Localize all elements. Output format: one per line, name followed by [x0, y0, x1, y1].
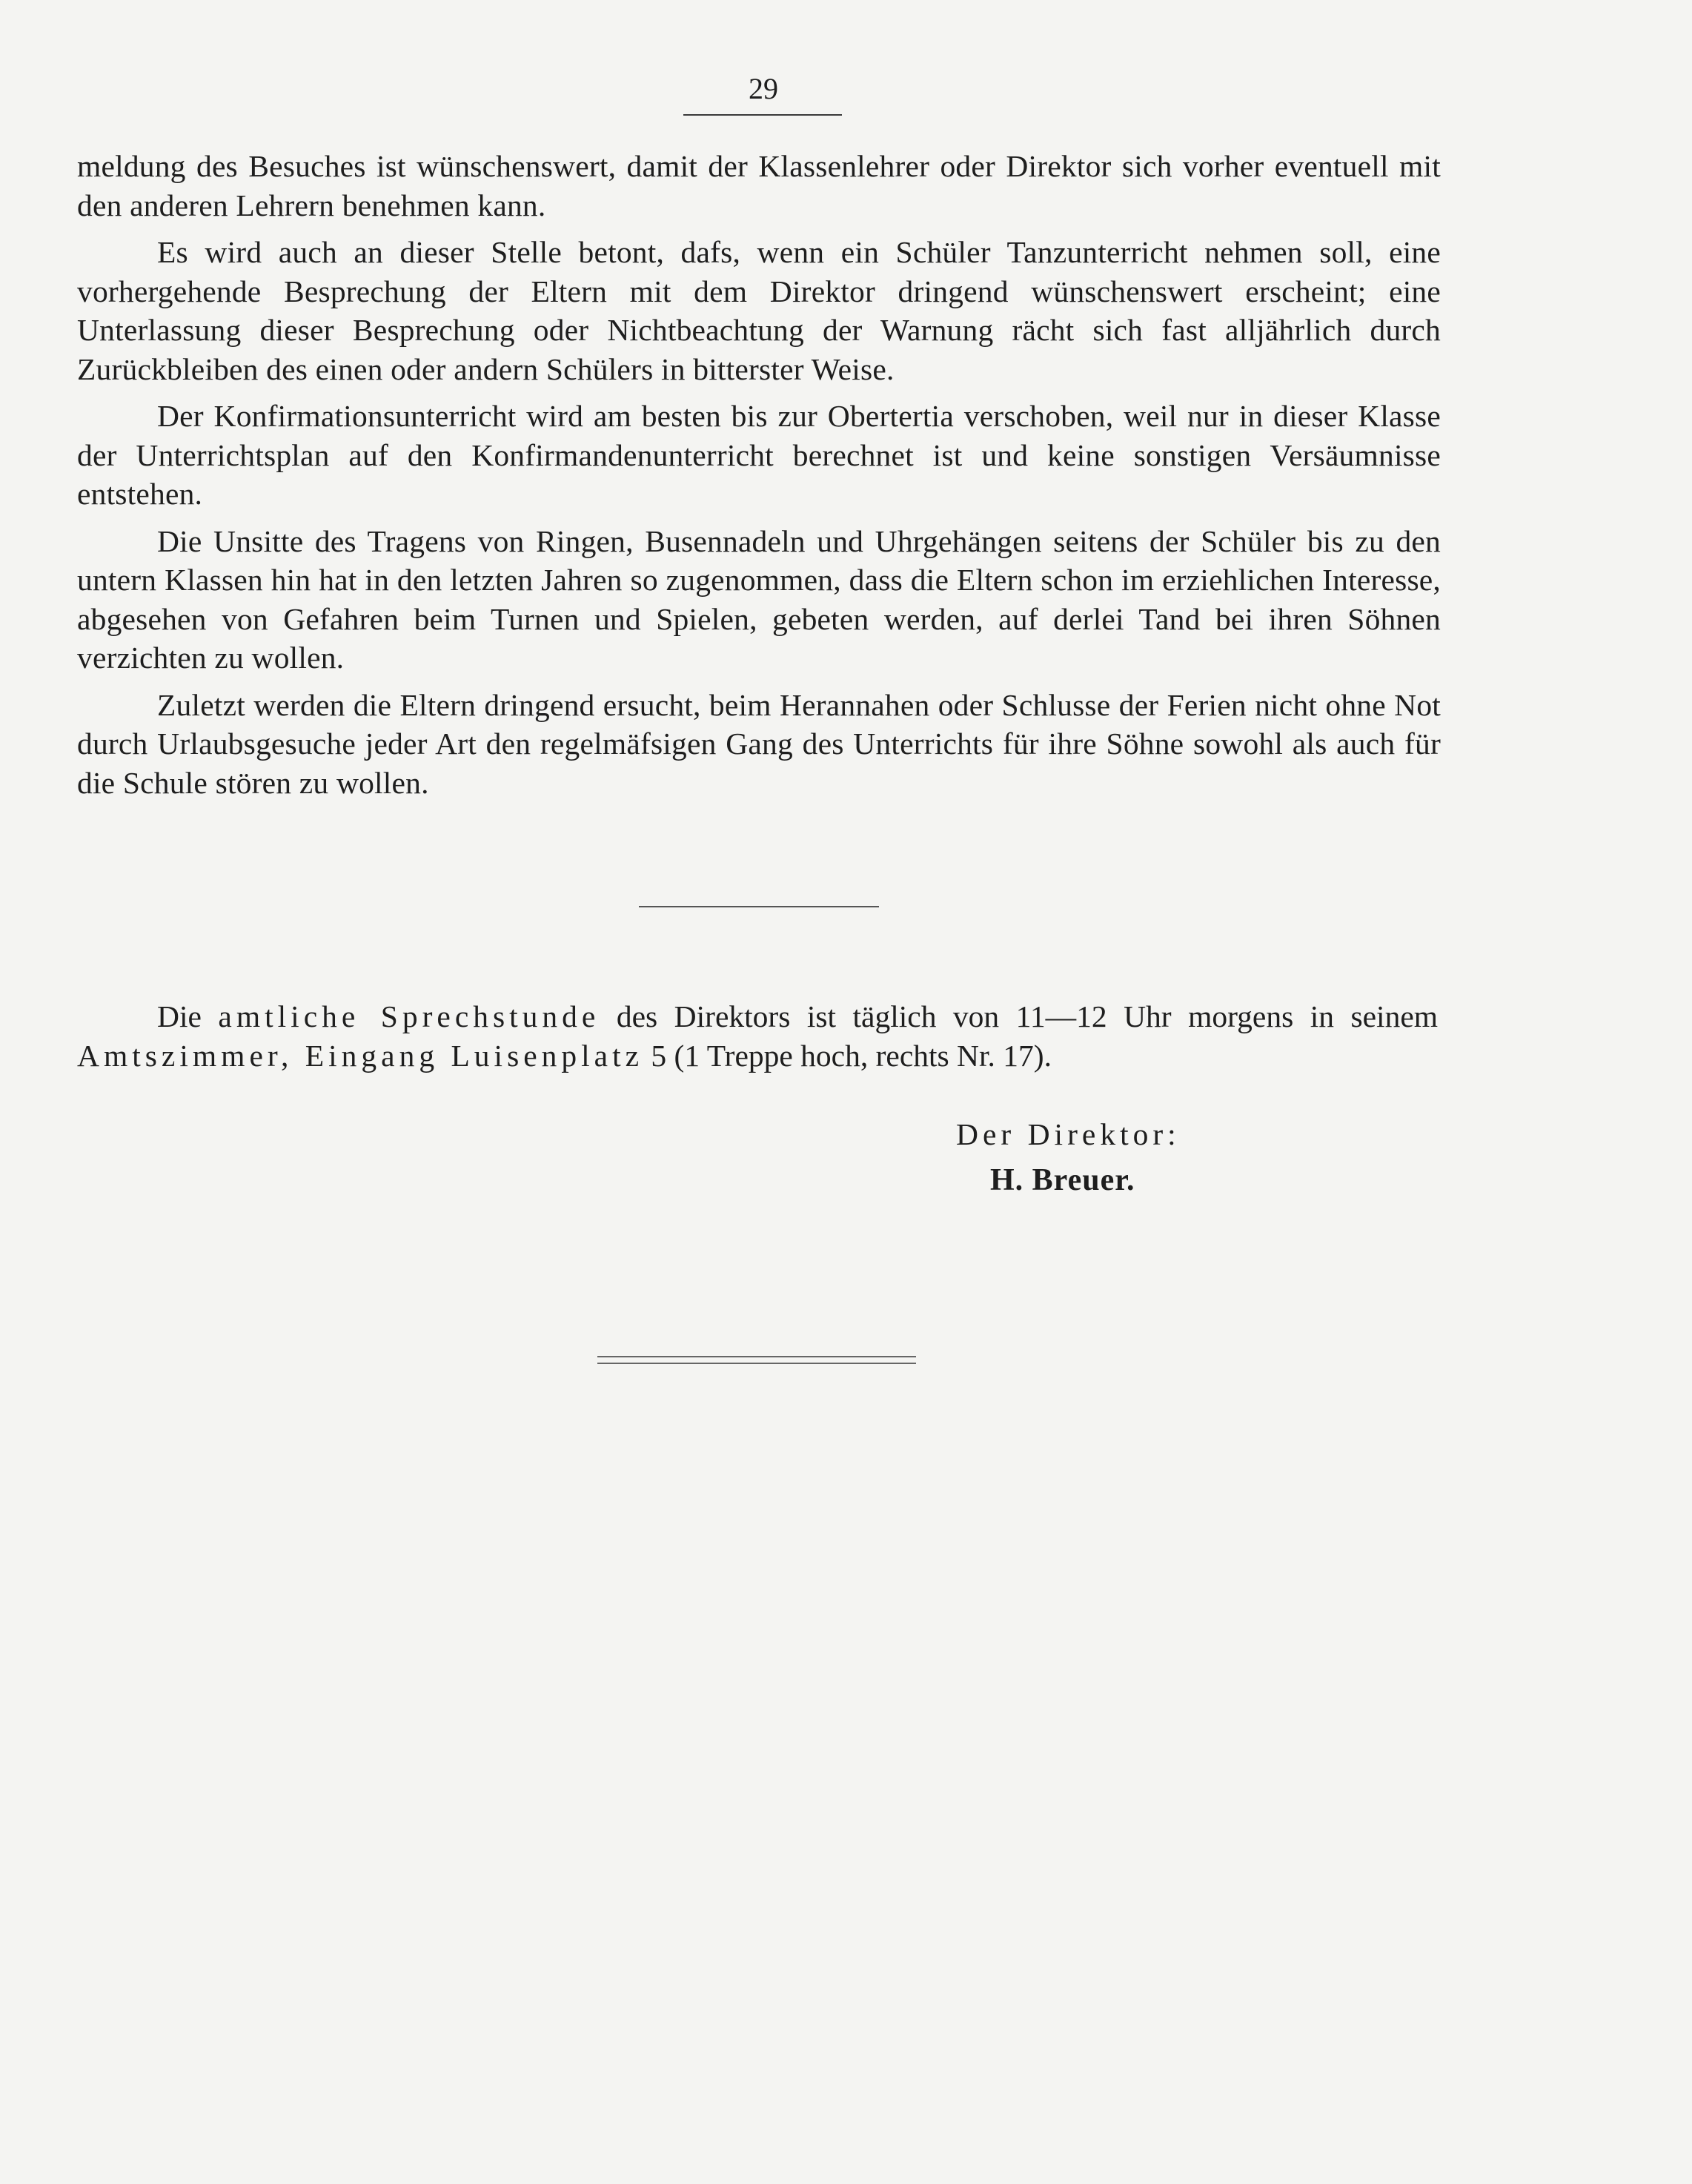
end-rule-top [597, 1356, 916, 1357]
paragraph-jewelry: Die Unsitte des Tragens von Ringen, Busennadeln und Uhrgehängen seitens der Schüler bis zu den untern Klassen hin hat in den letzten Jahren so zugenommen, dass die Eltern schon im erziehlichen Interesse, abgesehen von Gefahren beim Turnen und Spielen, gebeten werden, auf derlei Tand bei ihren Söhnen verzichten zu wollen. [77, 523, 1441, 675]
office-hours-emphasis-1: amtliche Sprechstunde [218, 999, 600, 1033]
end-rule-bottom [597, 1363, 916, 1364]
office-hours-text-1: Die [157, 999, 219, 1033]
body-text [77, 147, 1441, 810]
office-hours-text-3: 5 (1 Treppe hoch, rechts Nr. 17). [643, 1038, 1052, 1073]
signature-name: H. Breuer. [990, 1163, 1135, 1197]
paragraph-holiday-leave: Zuletzt werden die Eltern dringend ersucht, beim Herannahen oder Schlusse der Ferien nicht ohne Not durch Urlaubsgesuche jeder Art den regelmäfsigen Gang des Unterrichts für ihre Söhne sowohl als auch für die Schule stören zu wollen. [77, 687, 1441, 800]
office-hours-text-2: des Direktors ist täglich von 11—12 Uhr morgens in seinem [600, 999, 1439, 1033]
section-divider [639, 906, 879, 907]
page-number: 29 [749, 72, 778, 105]
signature-title: Der Direktor: [956, 1117, 1181, 1151]
office-hours-emphasis-2: Amtszimmer, Eingang Luisenplatz [77, 1038, 644, 1073]
paragraph-dance-lessons: Es wird auch an dieser Stelle betont, dafs, wenn ein Schüler Tanzunterricht nehmen soll, eine vorhergehende Besprechung der Eltern mit dem Direktor dringend wünschenswert erscheint; eine Unterlassung dieser Besprechung oder Nichtbeachtung der Warnung rächt sich fast alljährlich durch Zurückbleiben des einen oder andern Schülers in bitterster Weise. [77, 235, 1441, 386]
paragraph-visit-notice: meldung des Besuches ist wünschenswert, damit der Klassenlehrer oder Direktor sich vorher eventuell mit den anderen Lehrern benehmen kann. [77, 149, 1441, 222]
paragraph-confirmation-classes: Der Konfirmationsunterricht wird am besten bis zur Obertertia verschoben, weil nur in dieser Klasse der Unterrichtsplan auf den Konfirmandenunterricht berechnet ist und keine sonstigen Versäumnisse entstehen. [77, 399, 1441, 511]
page-number-rule [683, 114, 842, 116]
office-hours-notice [77, 997, 1438, 1075]
